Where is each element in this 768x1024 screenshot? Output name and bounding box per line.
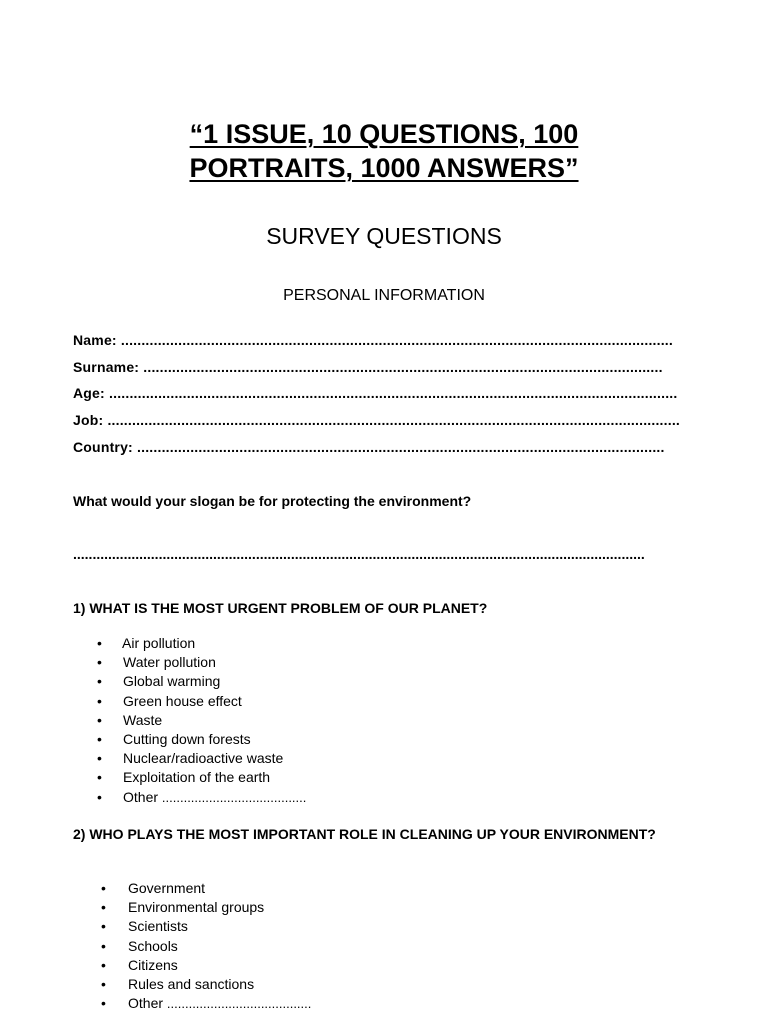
name-dotted-line: ....................................................................................................................................... bbox=[116, 332, 673, 348]
bullet-icon: • bbox=[97, 654, 102, 671]
bullet-icon: • bbox=[101, 975, 106, 992]
job-dotted-line: ............................................................................................................................................ bbox=[103, 412, 680, 428]
bullet-icon: • bbox=[97, 673, 102, 690]
question-1-title: 1) WHAT IS THE MOST URGENT PROBLEM OF OUR PLANET? bbox=[73, 600, 488, 616]
option-label: Green house effect bbox=[123, 692, 242, 709]
option-label: Schools bbox=[128, 937, 178, 954]
option-label: Waste bbox=[123, 711, 163, 728]
option-label: Air pollution bbox=[122, 635, 196, 651]
slogan-answer-line[interactable]: ................................................................................................................................................... bbox=[73, 546, 645, 562]
option-label: Cutting down forests bbox=[123, 730, 251, 747]
option-label: Global warming bbox=[123, 673, 221, 690]
bullet-icon: • bbox=[97, 711, 102, 728]
personal-information-heading: PERSONAL INFORMATION bbox=[283, 287, 485, 304]
name-field[interactable] bbox=[73, 332, 693, 348]
country-dotted-line: ................................................................................................................................. bbox=[132, 439, 665, 455]
bullet-icon: • bbox=[101, 899, 106, 916]
slogan-question: What would your slogan be for protecting the environment? bbox=[73, 493, 472, 509]
option-label: Exploitation of the earth bbox=[123, 769, 271, 786]
surname-field[interactable] bbox=[73, 359, 693, 375]
option-label: Other bbox=[128, 995, 164, 1012]
option-label: Other bbox=[123, 788, 159, 805]
option-label: Environmental groups bbox=[128, 899, 265, 916]
bullet-icon: • bbox=[101, 995, 106, 1012]
other-dotted-line[interactable]: ........................................ bbox=[161, 789, 307, 805]
option-other bbox=[123, 788, 306, 807]
job-field[interactable] bbox=[73, 412, 693, 428]
option-other bbox=[128, 994, 311, 1013]
document-title-line-1: “1 ISSUE, 10 QUESTIONS, 100 bbox=[189, 119, 579, 149]
option-label: Rules and sanctions bbox=[128, 975, 255, 992]
other-dotted-line[interactable]: ........................................ bbox=[166, 996, 312, 1012]
option-label: Scientists bbox=[128, 918, 188, 935]
bullet-icon: • bbox=[97, 692, 102, 709]
document-title-line-2: PORTRAITS, 1000 ANSWERS” bbox=[189, 153, 579, 183]
document-subtitle: SURVEY QUESTIONS bbox=[266, 223, 502, 249]
option-label: Nuclear/radioactive waste bbox=[123, 750, 284, 767]
bullet-icon: • bbox=[101, 937, 106, 954]
bullet-icon: • bbox=[101, 918, 106, 935]
bullet-icon: • bbox=[97, 769, 102, 786]
age-dotted-line: ........................................................................................................................................... bbox=[104, 385, 678, 401]
surname-label: Surname: bbox=[73, 359, 140, 375]
bullet-icon: • bbox=[97, 788, 102, 805]
option-label: Citizens bbox=[128, 956, 178, 973]
country-field[interactable] bbox=[73, 439, 693, 455]
surname-dotted-line: ............................................................................................................................... bbox=[139, 359, 663, 375]
name-label: Name: bbox=[73, 332, 117, 348]
bullet-icon: • bbox=[97, 750, 102, 767]
question-2-title: 2) WHO PLAYS THE MOST IMPORTANT ROLE IN CLEANING UP YOUR ENVIRONMENT? bbox=[73, 826, 656, 842]
age-label: Age: bbox=[73, 385, 105, 401]
job-label: Job: bbox=[73, 412, 104, 428]
option-label: Water pollution bbox=[123, 654, 216, 671]
bullet-icon: • bbox=[97, 635, 102, 651]
option-label: Government bbox=[128, 880, 206, 896]
bullet-icon: • bbox=[101, 956, 106, 973]
country-label: Country: bbox=[73, 439, 133, 455]
bullet-icon: • bbox=[97, 730, 102, 747]
age-field[interactable] bbox=[73, 385, 693, 401]
bullet-icon: • bbox=[101, 880, 106, 896]
